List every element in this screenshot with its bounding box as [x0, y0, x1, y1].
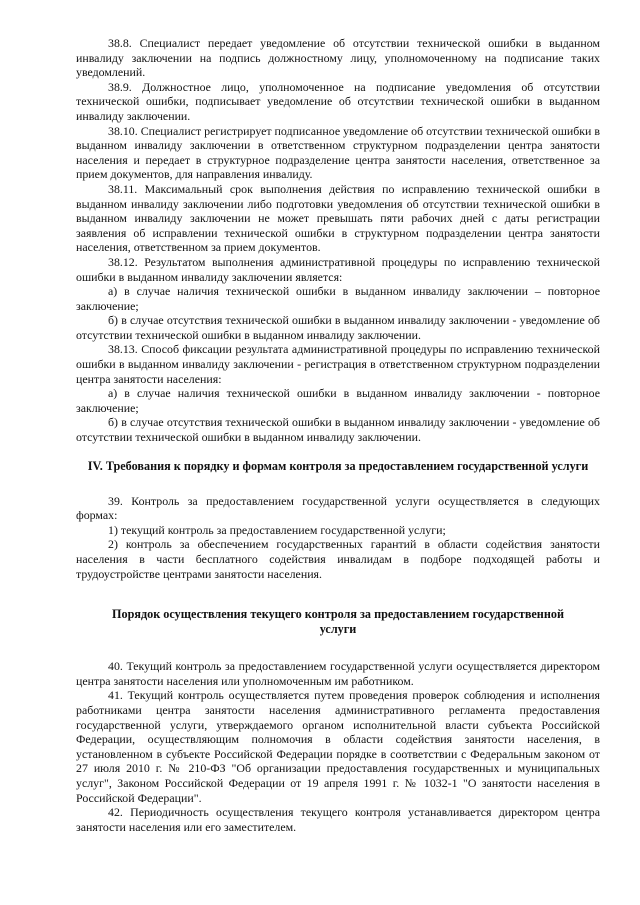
paragraph-42: 42. Периодичность осуществления текущего контроля устанавливается директором центра занятости населения или его заместителем.: [76, 805, 600, 834]
paragraph-39-2: 2) контроль за обеспечением государственных гарантий в области содействия занятости населения в части бесплатного содействия инвалидам в подборе подходящей работы и трудоустройстве центрами занятости населения.: [76, 537, 600, 581]
paragraph-38-12: 38.12. Результатом выполнения административной процедуры по исправлению технической ошибки в выданном инвалиду заключении является:: [76, 254, 600, 284]
subsection-heading: Порядок осуществления текущего контроля за предоставлением государственной услуги: [112, 607, 564, 637]
paragraph-38-12-a: а) в случае наличия технической ошибки в выданном инвалиду заключении – повторное заключение;: [76, 284, 600, 313]
paragraph-38-13: 38.13. Способ фиксации результата административной процедуры по исправлению технической ошибки в выданном инвалиду заключении - регистрация в ответственном структурном подразделении центра занятости населения:: [76, 342, 600, 386]
paragraph-38-13-a: а) в случае наличия технической ошибки в выданном инвалиду заключении - повторное заключение;: [76, 386, 600, 415]
document-page: [76, 36, 600, 834]
section-iv-heading: IV. Требования к порядку и формам контроля за предоставлением государственной услуги: [87, 458, 589, 473]
paragraph-38-8: 38.8. Специалист передает уведомление об отсутствии технической ошибки в выданном инвалиду заключении на подпись должностному лицу, уполномоченному на подписание таких уведомлений.: [76, 36, 600, 80]
paragraph-38-9: 38.9. Должностное лицо, уполномоченное на подписание уведомления об отсутствии технической ошибки, подписывает уведомление об отсутствии технической ошибки в выданном инвалиду заключении.: [76, 79, 600, 123]
paragraph-38-13-b: б) в случае отсутствия технической ошибки в выданном инвалиду заключении - уведомление об отсутствии технической ошибки в выданном инвалиду заключении.: [76, 415, 600, 445]
paragraph-38-10: 38.10. Специалист регистрирует подписанное уведомление об отсутствии технической ошибки в выданном инвалиду заключении в ответственном структурном подразделении центра занятости населения и передает в структурное подразделение центра занятости населения, ответственное за прием документов, для направления инвалиду.: [76, 123, 600, 182]
paragraph-41: 41. Текущий контроль осуществляется путем проведения проверок соблюдения и исполнения работниками центра занятости населения административного регламента предоставления государственной услуги, утверждаемого органом исполнительной власти субъекта Российской Федерации, осуществляющим полномочия в области содействия занятости населения, в установленном в субъекте Российской Федерации порядке в соответствии с Федеральным законом от 27 июля 2010 г. № 210-ФЗ "Об организации предоставления государственных и муниципальных услуг", Законом Российской Федерации от 19 апреля 1991 г. № 1032-1 "О занятости населения в Российской Федерации".: [76, 688, 600, 805]
paragraph-39: 39. Контроль за предоставлением государственной услуги осуществляется в следующих формах:: [76, 493, 600, 523]
paragraph-38-12-b: б) в случае отсутствия технической ошибки в выданном инвалиду заключении - уведомление об отсутствии технической ошибки в выданном инвалиду заключении.: [76, 313, 600, 342]
paragraph-40: 40. Текущий контроль за предоставлением государственной услуги осуществляется директором центра занятости населения или уполномоченным им работником.: [76, 659, 600, 688]
paragraph-38-11: 38.11. Максимальный срок выполнения действия по исправлению технической ошибки в выданном инвалиду заключении либо подготовки уведомления об отсутствии технической ошибки в выданном инвалиду заключении не может превышать пяти рабочих дней с даты регистрации заявления об исправлении технической ошибки в структурном подразделении центра занятости населения, ответственном за прием документов.: [76, 181, 600, 255]
paragraph-39-1: 1) текущий контроль за предоставлением государственной услуги;: [108, 522, 446, 537]
